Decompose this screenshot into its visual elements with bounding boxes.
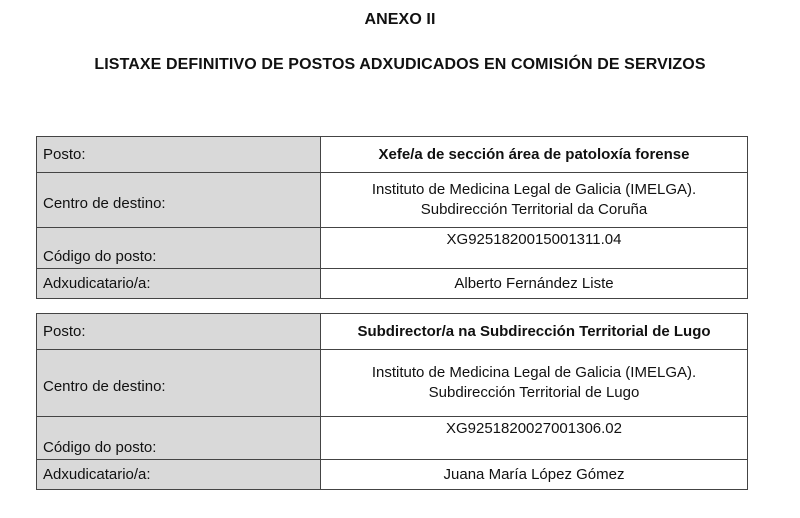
- adxudicatario-label: Adxudicatario/a:: [37, 269, 321, 299]
- adxudicatario-value: Alberto Fernández Liste: [321, 269, 748, 299]
- posto-value: Xefe/a de sección área de patoloxía forense: [321, 137, 748, 173]
- table-row-centro: [37, 350, 748, 417]
- table-row-codigo: [37, 417, 748, 460]
- table-row-posto: [37, 314, 748, 350]
- table-row-adxudicatario: [37, 460, 748, 490]
- post-table-2: [36, 313, 748, 490]
- codigo-value: XG9251820015001311.04: [321, 228, 748, 269]
- posto-value: Subdirector/a na Subdirección Territorial de Lugo: [321, 314, 748, 350]
- table-row-adxudicatario: [37, 269, 748, 299]
- adxudicatario-label: Adxudicatario/a:: [37, 460, 321, 490]
- centro-value-line-1: Instituto de Medicina Legal de Galicia (IMELGA).: [371, 181, 697, 198]
- post-table-1: [36, 136, 748, 299]
- adxudicatario-value: Juana María López Gómez: [321, 460, 748, 490]
- table-row-posto: [37, 137, 748, 173]
- centro-label: Centro de destino:: [37, 350, 321, 417]
- centro-value-line-2: Subdirección Territorial da Coruña: [420, 201, 648, 218]
- centro-label: Centro de destino:: [37, 173, 321, 228]
- centro-value: [321, 173, 748, 228]
- centro-value-line-1: Instituto de Medicina Legal de Galicia (IMELGA).: [371, 364, 697, 381]
- centro-value: [321, 350, 748, 417]
- posto-label: Posto:: [37, 314, 321, 350]
- codigo-value: XG9251820027001306.02: [321, 417, 748, 460]
- document-subtitle: LISTAXE DEFINITIVO DE POSTOS ADXUDICADOS EN COMISIÓN DE SERVIZOS: [94, 56, 706, 73]
- table-row-codigo: [37, 228, 748, 269]
- codigo-label: Código do posto:: [37, 417, 321, 460]
- centro-value-line-2: Subdirección Territorial de Lugo: [428, 384, 640, 401]
- table-row-centro: [37, 173, 748, 228]
- codigo-label: Código do posto:: [37, 228, 321, 269]
- posto-label: Posto:: [37, 137, 321, 173]
- annex-title: ANEXO II: [364, 11, 436, 28]
